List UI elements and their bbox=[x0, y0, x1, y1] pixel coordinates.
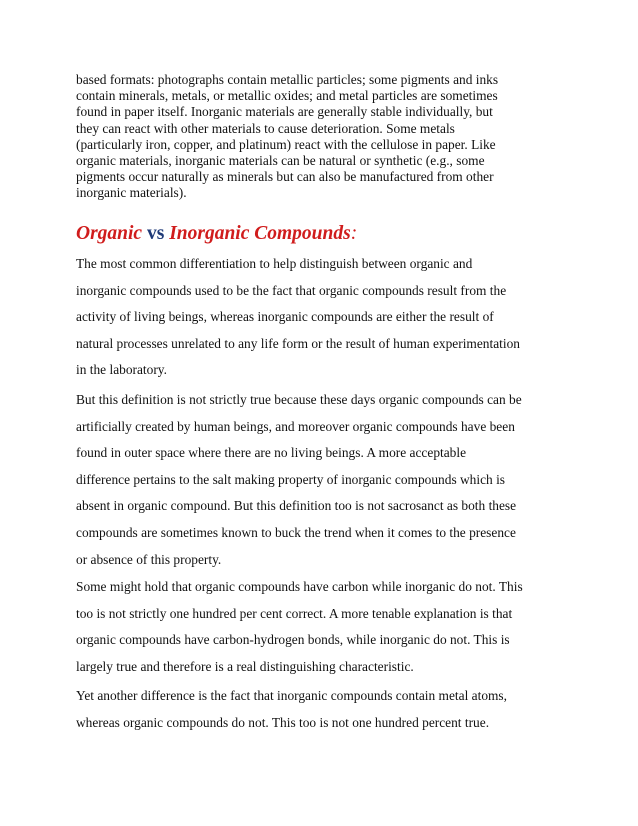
text-line: organic compounds have carbon-hydrogen bonds, while inorganic do not. This is bbox=[76, 632, 510, 648]
paragraph-1 bbox=[76, 251, 566, 384]
text-line: contain minerals, metals, or metallic oxides; and metal particles are sometimes bbox=[76, 88, 498, 104]
text-line: inorganic materials). bbox=[76, 185, 187, 201]
intro-paragraph bbox=[76, 72, 566, 202]
text-line: or absence of this property. bbox=[76, 551, 222, 567]
text-line: they can react with other materials to cause deterioration. Some metals bbox=[76, 120, 455, 136]
text-line: (particularly iron, copper, and platinum) react with the cellulose in paper. Like bbox=[76, 136, 496, 152]
paragraph-3 bbox=[76, 574, 566, 680]
text-line: organic materials, inorganic materials can be natural or synthetic (e.g., some bbox=[76, 153, 485, 169]
heading-organic: Organic bbox=[76, 223, 143, 244]
text-line: activity of living beings, whereas inorganic compounds are either the result of bbox=[76, 309, 494, 325]
paragraph-2 bbox=[76, 387, 566, 573]
text-line: pigments occur naturally as minerals but can also be manufactured from other bbox=[76, 169, 494, 185]
text-line: difference pertains to the salt making property of inorganic compounds which is bbox=[76, 471, 506, 487]
text-line: found in outer space where there are no living beings. A more acceptable bbox=[76, 445, 467, 461]
text-line: too is not strictly one hundred per cent correct. A more tenable explanation is that bbox=[76, 605, 513, 621]
text-line: found in paper itself. Inorganic materials are generally stable individually, but bbox=[76, 104, 493, 120]
text-line: based formats: photographs contain metallic particles; some pigments and inks bbox=[76, 72, 499, 87]
text-line: absent in organic compound. But this definition too is not sacrosanct as both these bbox=[76, 498, 517, 514]
text-line: natural processes unrelated to any life form or the result of human experimentation bbox=[76, 335, 520, 351]
heading-vs: vs bbox=[146, 223, 165, 244]
text-line: artificially created by human beings, and moreover organic compounds have been bbox=[76, 418, 515, 434]
text-line: compounds are sometimes known to buck the trend when it comes to the presence bbox=[76, 524, 516, 540]
text-line: Some might hold that organic compounds have carbon while inorganic do not. This bbox=[76, 579, 523, 594]
heading-inorganic-compounds: Inorganic Compounds bbox=[169, 223, 351, 244]
text-line: Yet another difference is the fact that inorganic compounds contain metal atoms, bbox=[76, 688, 507, 703]
text-line: largely true and therefore is a real distinguishing characteristic. bbox=[76, 658, 414, 674]
text-line: The most common differentiation to help distinguish between organic and bbox=[76, 256, 473, 271]
text-line: But this definition is not strictly true because these days organic compounds can be bbox=[76, 392, 522, 407]
section-heading bbox=[76, 222, 357, 246]
heading-colon: : bbox=[350, 223, 358, 244]
text-line: whereas organic compounds do not. This too is not one hundred percent true. bbox=[76, 714, 490, 730]
text-line: in the laboratory. bbox=[76, 362, 167, 378]
paragraph-4 bbox=[76, 683, 566, 736]
text-line: inorganic compounds used to be the fact that organic compounds result from the bbox=[76, 282, 507, 298]
